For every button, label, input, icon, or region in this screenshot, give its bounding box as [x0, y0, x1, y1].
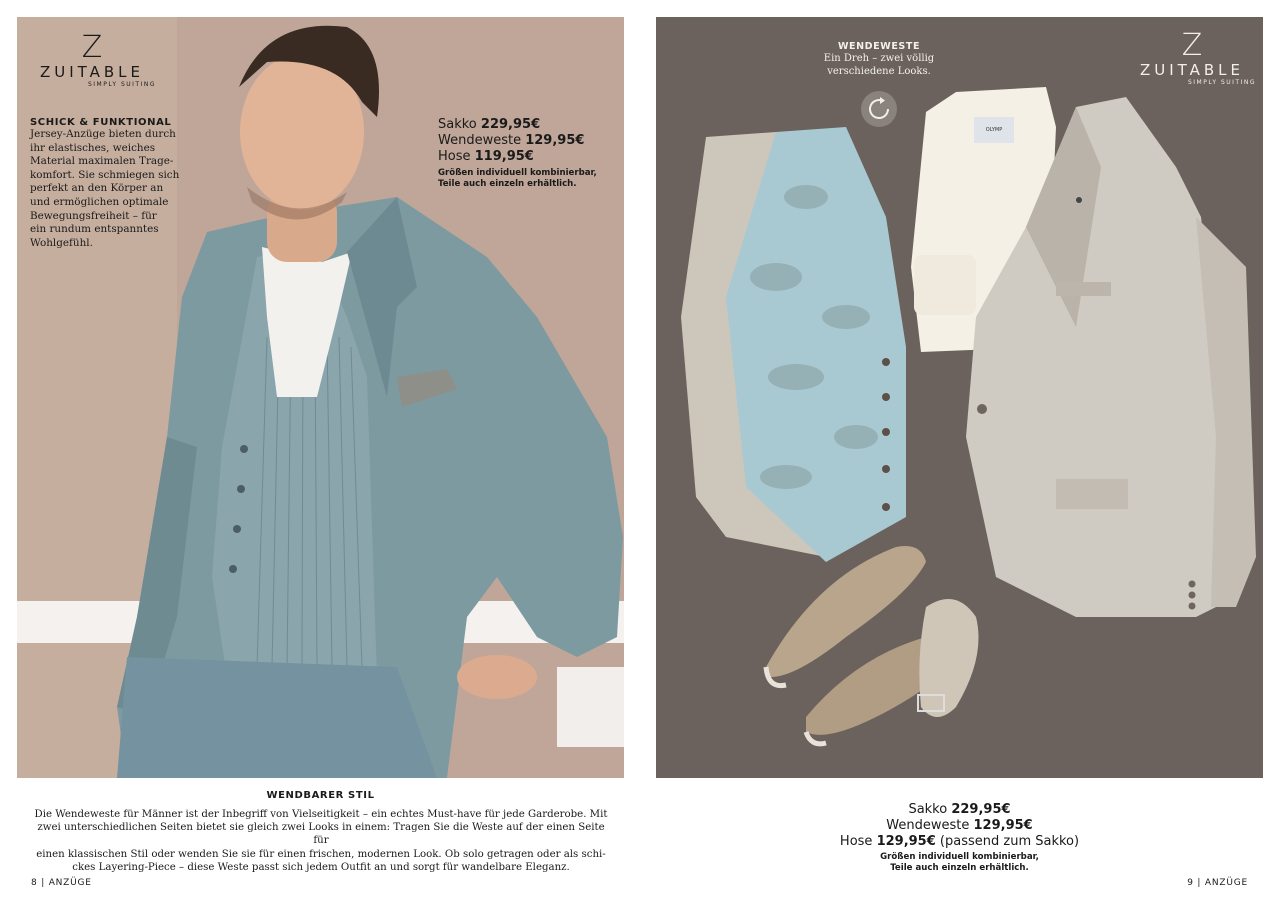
price-value: 229,95€ — [951, 802, 1011, 817]
reversible-vest-graphic — [681, 127, 906, 562]
page-footer-left — [31, 878, 92, 888]
page-footer-right — [1187, 878, 1248, 888]
article-line: Die Wendeweste für Männer ist der Inbegriff von Vielseitigkeit – ein echtes Must-have für jede Garderobe. Mit — [34, 809, 608, 820]
price-note: Größen individuell kombinierbar, — [438, 168, 597, 178]
article-line: ckes Layering-Piece – diese Weste passt sich jedem Outfit an und sorgt für wandelbare Eleganz. — [72, 861, 570, 873]
price-label: Hose — [438, 149, 471, 164]
logo-mark: Z — [1181, 28, 1203, 63]
price-label: Sakko — [438, 117, 477, 132]
callout-block — [794, 41, 964, 78]
price-line — [656, 818, 1263, 834]
footer-divider: | — [1193, 878, 1205, 888]
price-note: Größen individuell kombinierbar, — [880, 852, 1039, 862]
section-name: ANZÜGE — [48, 878, 92, 888]
intro-line: Material maximalen Trage- — [30, 155, 174, 168]
article-heading: WENDBARER STIL — [266, 790, 375, 801]
callout-heading: WENDEWESTE — [837, 41, 921, 52]
intro-line: komfort. Sie schmiegen sich — [30, 168, 180, 181]
intro-line: und ermöglichen optimale — [30, 195, 169, 208]
article-line: zwei unterschiedlichen Seiten bietet sie gleich zwei Looks in einem: Tragen Sie die Weste auf der einen Seite für — [37, 822, 605, 847]
logo-tagline: SIMPLY SUITING — [87, 81, 156, 88]
price-line — [438, 133, 618, 149]
price-line — [438, 117, 618, 133]
price-label: Sakko — [908, 802, 948, 817]
callout-text — [794, 52, 964, 78]
section-name: ANZÜGE — [1204, 878, 1248, 888]
price-line — [656, 834, 1263, 850]
price-value: 129,95€ — [525, 133, 585, 148]
callout-line: verschiedene Looks. — [827, 66, 931, 77]
intro-line: Jersey-Anzüge bieten durch — [30, 128, 176, 140]
intro-line: perfekt an den Körper an — [30, 182, 164, 195]
right-page-photo — [656, 17, 1263, 778]
price-value: 229,95€ — [480, 117, 541, 132]
rotate-icon — [860, 90, 898, 128]
left-page-photo — [17, 17, 624, 778]
intro-line: Bewegungsfreiheit – für — [30, 209, 157, 222]
page-number: 9 — [1187, 878, 1194, 888]
price-suffix: (passend zum Sakko) — [939, 834, 1080, 849]
intro-text — [30, 128, 205, 250]
brand-logo — [28, 30, 156, 88]
article-text — [30, 808, 612, 874]
logo-mark: Z — [81, 30, 103, 65]
intro-block — [30, 117, 205, 250]
price-note: Teile auch einzeln erhältlich. — [438, 179, 577, 189]
price-line — [438, 149, 618, 165]
brand-logo — [1128, 28, 1256, 86]
price-value: 129,95€ — [876, 834, 936, 849]
intro-heading: SCHICK & FUNKTIONAL — [30, 117, 172, 128]
price-box-left — [438, 117, 618, 190]
price-value: 129,95€ — [973, 818, 1033, 833]
price-label: Wendeweste — [886, 818, 970, 833]
article-line: einen klassischen Stil oder wenden Sie sie für einen frischen, modernen Look. Ob solo getragen oder als schi- — [36, 848, 606, 860]
page-number: 8 — [31, 878, 38, 888]
price-box-right — [656, 802, 1263, 874]
intro-line: Wohlgefühl. — [30, 236, 93, 249]
price-note: Teile auch einzeln erhältlich. — [890, 863, 1029, 873]
price-value: 119,95€ — [474, 149, 534, 164]
shirt-label-text: OLYMP — [985, 127, 1003, 133]
price-label: Hose — [839, 834, 873, 849]
intro-line: ein rundum entspanntes — [30, 223, 159, 236]
logo-wordmark: ZUITABLE — [39, 63, 145, 81]
logo-wordmark: ZUITABLE — [1139, 61, 1245, 79]
logo-tagline: SIMPLY SUITING — [1187, 79, 1256, 86]
intro-line: ihr elastisches, weiches — [30, 141, 156, 154]
callout-line: Ein Dreh – zwei völlig — [823, 53, 935, 64]
footer-divider: | — [37, 878, 49, 888]
price-line — [656, 802, 1263, 818]
flatlay-garments-image — [656, 17, 1263, 778]
price-label: Wendeweste — [438, 133, 522, 148]
